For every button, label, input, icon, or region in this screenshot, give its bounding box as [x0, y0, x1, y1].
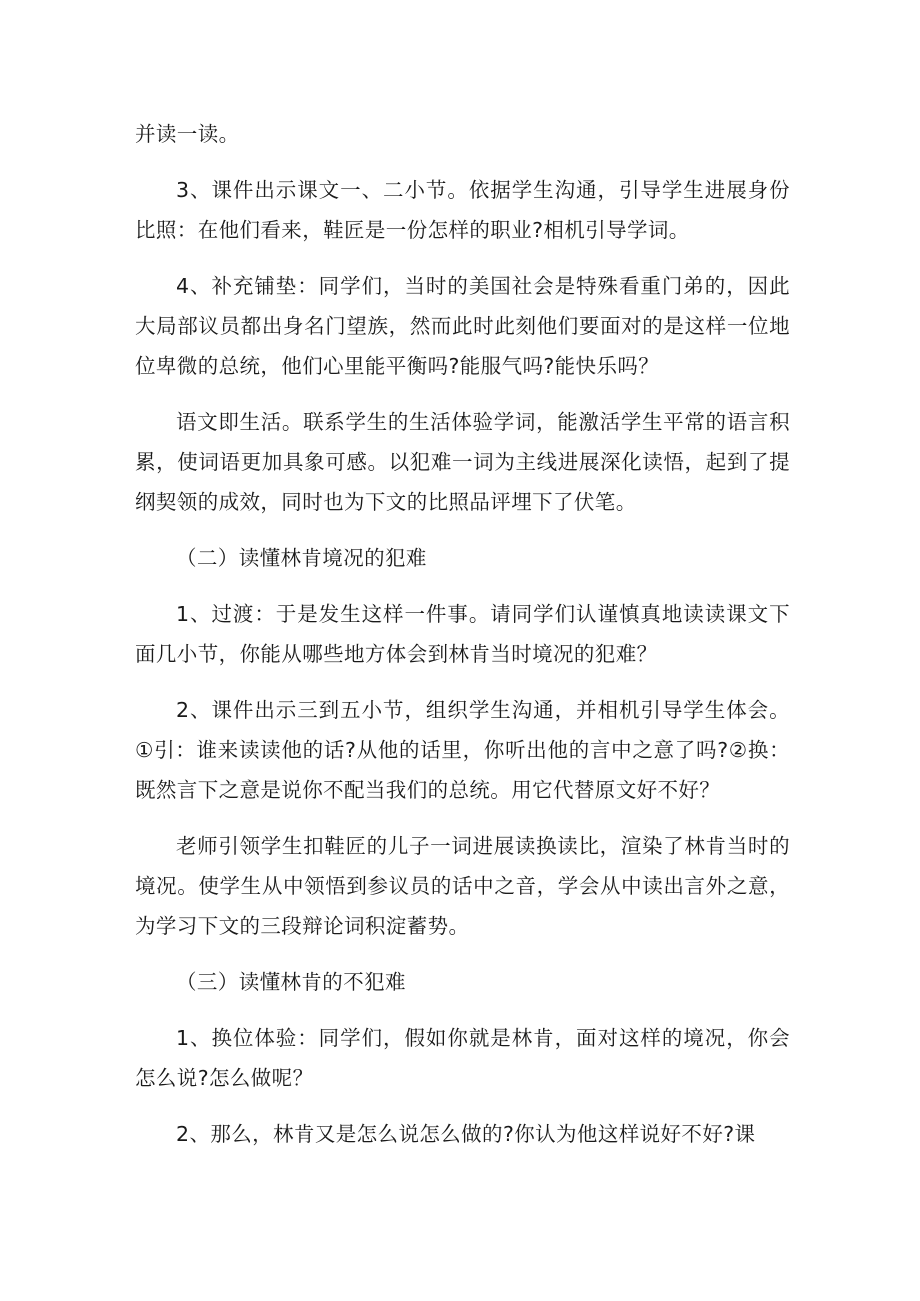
paragraph-step-2-courseware: 2、课件出示三到五小节，组织学生沟通，并相机引导学生体会。①引：谁来读读他的话?从他的话里，你听出他的言中之意了吗?②换：既然言下之意是说你不配当我们的总统。用它代替原文好不好？ — [135, 698, 790, 802]
section-heading-3: （三）读懂林肯的不犯难 — [176, 970, 406, 994]
paragraph-step-2-question: 2、那么，林肯又是怎么说怎么做的?你认为他这样说好不好?课 — [176, 1122, 756, 1146]
paragraph-step-3: 3、课件出示课文一、二小节。依据学生沟通，引导学生进展身份比照：在他们看来，鞋匠是一份怎样的职业?相机引导学词。 — [135, 178, 790, 242]
paragraph-step-1-transition: 1、过渡：于是发生这样一件事。请同学们认谨慎真地读读课文下面几小节，你能从哪些地方体会到林肯当时境况的犯难？ — [135, 602, 790, 666]
paragraph-step-1-roleplay: 1、换位体验：同学们，假如你就是林肯，面对这样的境况，你会怎么说?怎么做呢？ — [135, 1026, 790, 1090]
paragraph-commentary-2: 老师引领学生扣鞋匠的儿子一词进展读换读比，渲染了林肯当时的境况。使学生从中领悟到参议员的话中之音，学会从中读出言外之意，为学习下文的三段辩论词积淀蓄势。 — [135, 834, 790, 938]
paragraph-continuation: 并读一读。 — [135, 122, 240, 146]
section-heading-2: （二）读懂林肯境况的犯难 — [176, 546, 427, 570]
paragraph-step-4: 4、补充铺垫：同学们，当时的美国社会是特殊看重门弟的，因此大局部议员都出身名门望族，然而此时此刻他们要面对的是这样一位地位卑微的总统，他们心里能平衡吗?能服气吗?能快乐吗？ — [135, 274, 790, 378]
paragraph-commentary-1: 语文即生活。联系学生的生活体验学词，能激活学生平常的语言积累，使词语更加具象可感。以犯难一词为主线进展深化读悟，起到了提纲契领的成效，同时也为下文的比照品评埋下了伏笔。 — [135, 410, 790, 514]
